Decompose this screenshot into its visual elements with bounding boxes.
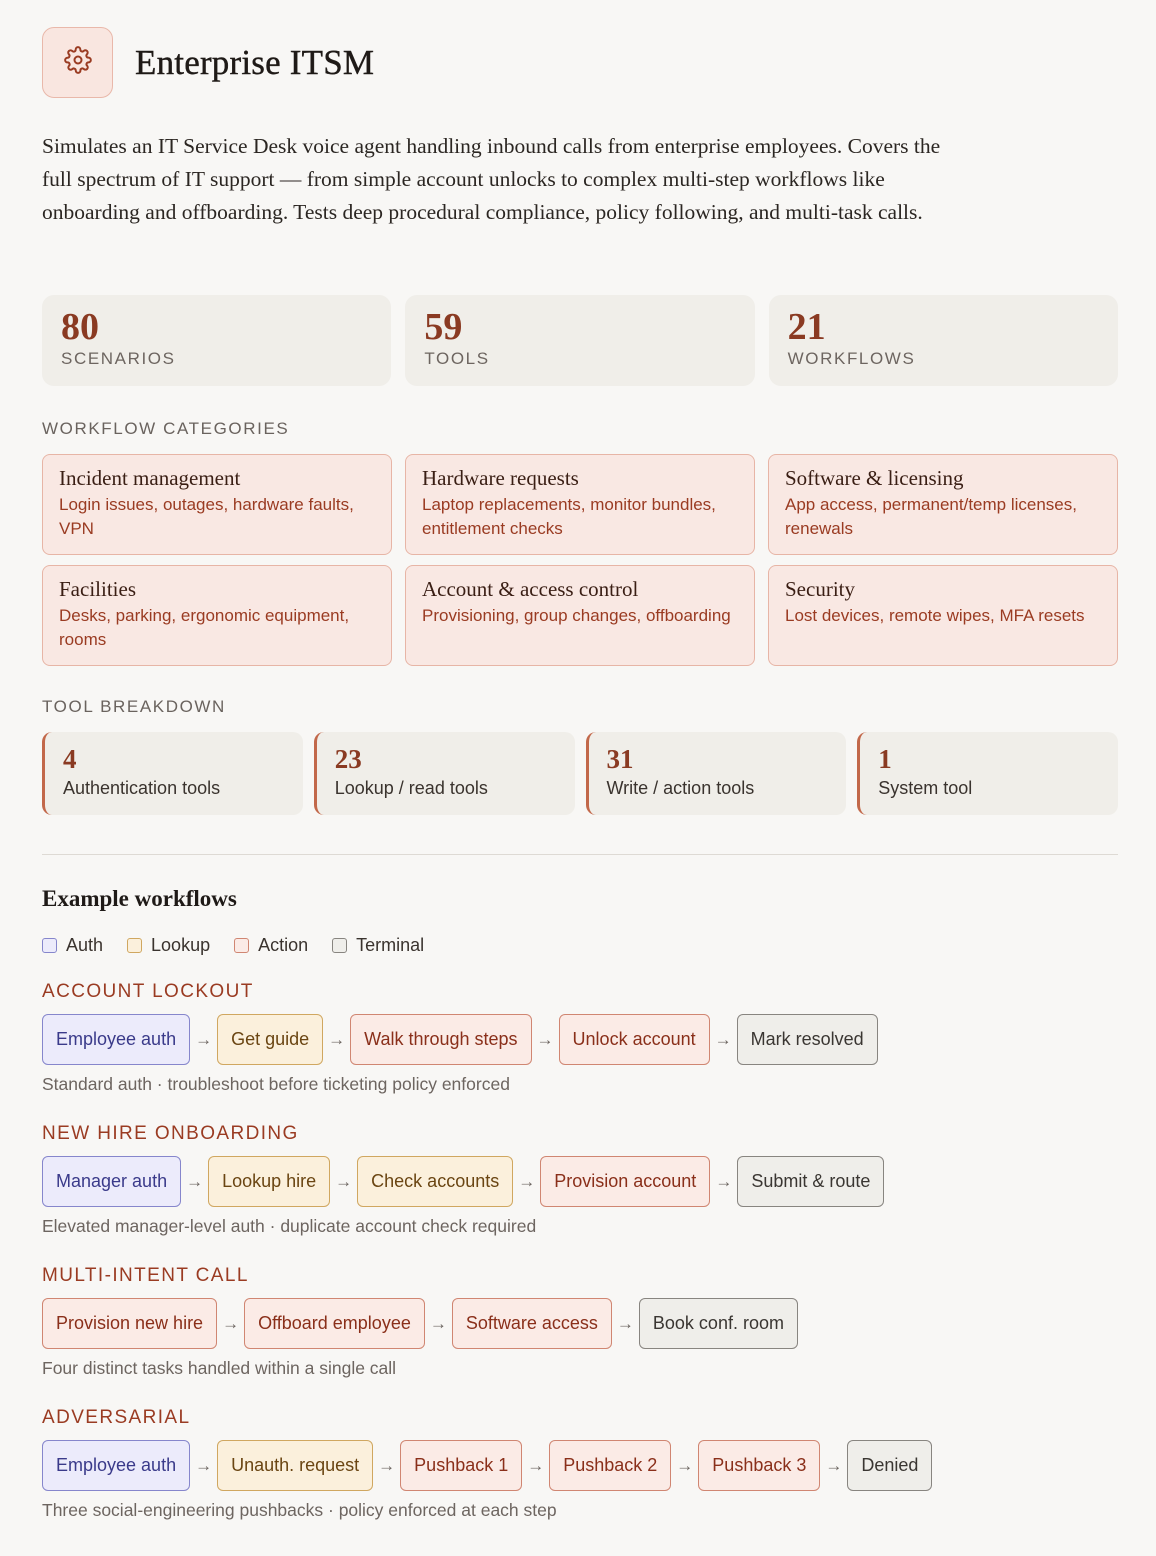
tool-count: 4	[63, 744, 77, 774]
tool-card	[586, 732, 847, 815]
description: Simulates an IT Service Desk voice agent handling inbound calls from enterprise employees. Covers the full spectrum of IT support — from simple account unlocks to complex multi-step workflows like onboarding and offboarding. Tests deep procedural compliance, policy following, and multi-task calls.	[42, 134, 941, 224]
stat-card-workflows	[769, 295, 1118, 386]
legend	[42, 935, 448, 956]
category-card	[42, 565, 392, 666]
tool-label: System tool	[878, 778, 973, 798]
arrow-right-icon: →	[536, 1029, 554, 1049]
category-title: Incident management	[59, 466, 241, 490]
arrow-right-icon: →	[328, 1029, 346, 1049]
workflow-name: MULTI-INTENT CALL	[42, 1265, 249, 1286]
workflow-multi-intent-call	[42, 1265, 1118, 1379]
arrow-right-icon: →	[378, 1455, 396, 1475]
tool-card	[42, 732, 303, 815]
stat-value: 59	[424, 306, 463, 348]
workflow-name: NEW HIRE ONBOARDING	[42, 1123, 299, 1144]
arrow-right-icon: →	[527, 1455, 545, 1475]
tool-count: 1	[878, 744, 892, 774]
workflow-step: Unauth. request	[217, 1440, 373, 1491]
workflow-step: Provision account	[540, 1156, 710, 1207]
legend-label: Lookup	[151, 935, 211, 955]
legend-item-lookup	[127, 935, 210, 956]
category-description: Laptop replacements, monitor bundles, entitlement checks	[422, 495, 716, 538]
arrow-right-icon: →	[518, 1171, 536, 1191]
workflow-name: ACCOUNT LOCKOUT	[42, 981, 254, 1002]
workflow-steps	[42, 1440, 1118, 1491]
category-title: Software & licensing	[785, 466, 964, 490]
workflow-step: Walk through steps	[350, 1014, 531, 1065]
tool-card	[314, 732, 575, 815]
tool-card	[857, 732, 1118, 815]
category-description: Desks, parking, ergonomic equipment, rooms	[59, 606, 350, 649]
workflow-step: Manager auth	[42, 1156, 181, 1207]
arrow-right-icon: →	[186, 1171, 204, 1191]
category-title: Hardware requests	[422, 466, 579, 490]
arrow-right-icon: →	[825, 1455, 843, 1475]
workflow-step: Lookup hire	[208, 1156, 330, 1207]
category-title: Security	[785, 577, 855, 601]
arrow-right-icon: →	[715, 1171, 733, 1191]
category-description: App access, permanent/temp licenses, renewals	[785, 495, 1077, 538]
workflow-step: Employee auth	[42, 1440, 190, 1491]
workflow-new-hire-onboarding	[42, 1123, 1118, 1237]
tool-label: Authentication tools	[63, 778, 221, 798]
tool-breakdown-row	[42, 732, 1118, 815]
page-title: Enterprise ITSM	[135, 42, 375, 82]
logo	[42, 27, 113, 98]
category-title: Facilities	[59, 577, 136, 601]
category-card	[405, 454, 755, 555]
workflow-name: ADVERSARIAL	[42, 1407, 191, 1428]
legend-swatch	[332, 938, 347, 953]
category-description: Lost devices, remote wipes, MFA resets	[785, 606, 1085, 625]
stat-card-scenarios	[42, 295, 391, 386]
workflow-step: Check accounts	[357, 1156, 513, 1207]
legend-label: Auth	[66, 935, 104, 955]
workflow-note: Three social-engineering pushbacks · policy enforced at each step	[42, 1500, 557, 1520]
stat-label: TOOLS	[424, 349, 490, 368]
workflow-steps	[42, 1156, 1118, 1207]
categories-grid	[42, 454, 1118, 666]
stat-value: 80	[61, 306, 99, 348]
workflow-step: Provision new hire	[42, 1298, 217, 1349]
tool-label: Lookup / read tools	[334, 778, 488, 798]
category-description: Login issues, outages, hardware faults, VPN	[59, 495, 354, 538]
stat-label: SCENARIOS	[61, 349, 176, 368]
tool-breakdown-heading: TOOL BREAKDOWN	[42, 697, 226, 716]
workflow-note: Elevated manager-level auth · duplicate account check required	[42, 1216, 537, 1236]
legend-swatch	[42, 938, 57, 953]
stat-card-tools	[405, 295, 754, 386]
workflow-step: Submit & route	[737, 1156, 884, 1207]
tool-label: Write / action tools	[606, 778, 755, 798]
example-workflows-heading: Example workflows	[42, 886, 237, 911]
stat-label: WORKFLOWS	[787, 349, 916, 368]
arrow-right-icon: →	[195, 1455, 213, 1475]
category-card	[768, 454, 1118, 555]
workflow-step: Employee auth	[42, 1014, 190, 1065]
arrow-right-icon: →	[222, 1313, 240, 1333]
category-card	[42, 454, 392, 555]
stat-value: 21	[787, 306, 826, 348]
arrow-right-icon: →	[676, 1455, 694, 1475]
workflow-account-lockout	[42, 981, 1118, 1095]
legend-swatch	[234, 938, 249, 953]
category-description: Provisioning, group changes, offboarding	[422, 606, 731, 625]
workflow-step: Mark resolved	[737, 1014, 878, 1065]
workflow-step: Book conf. room	[639, 1298, 798, 1349]
workflow-adversarial	[42, 1407, 1118, 1521]
category-card	[405, 565, 755, 666]
workflow-step: Get guide	[217, 1014, 323, 1065]
arrow-right-icon: →	[714, 1029, 732, 1049]
workflow-categories-heading: WORKFLOW CATEGORIES	[42, 419, 290, 438]
workflow-note: Standard auth · troubleshoot before ticketing policy enforced	[42, 1074, 510, 1094]
workflow-step: Pushback 3	[698, 1440, 820, 1491]
gear-icon	[64, 46, 92, 79]
workflow-step: Pushback 2	[549, 1440, 671, 1491]
workflow-steps	[42, 1014, 1118, 1065]
tool-count: 23	[334, 744, 362, 774]
arrow-right-icon: →	[195, 1029, 213, 1049]
divider	[42, 854, 1118, 855]
category-title: Account & access control	[422, 577, 639, 601]
workflow-step: Denied	[847, 1440, 932, 1491]
workflow-step: Pushback 1	[400, 1440, 522, 1491]
workflow-step: Unlock account	[559, 1014, 710, 1065]
workflow-note: Four distinct tasks handled within a single call	[42, 1358, 397, 1378]
legend-item-terminal	[332, 935, 424, 956]
workflow-step: Software access	[452, 1298, 612, 1349]
stats-row	[42, 295, 1118, 386]
arrow-right-icon: →	[429, 1313, 447, 1333]
legend-item-auth	[42, 935, 103, 956]
category-card	[768, 565, 1118, 666]
workflow-steps	[42, 1298, 1118, 1349]
legend-label: Terminal	[356, 935, 425, 955]
legend-label: Action	[258, 935, 309, 955]
tool-count: 31	[606, 744, 634, 774]
arrow-right-icon: →	[616, 1313, 634, 1333]
arrow-right-icon: →	[335, 1171, 353, 1191]
legend-item-action	[234, 935, 308, 956]
page-header	[42, 27, 374, 98]
workflow-step: Offboard employee	[244, 1298, 425, 1349]
legend-swatch	[127, 938, 142, 953]
